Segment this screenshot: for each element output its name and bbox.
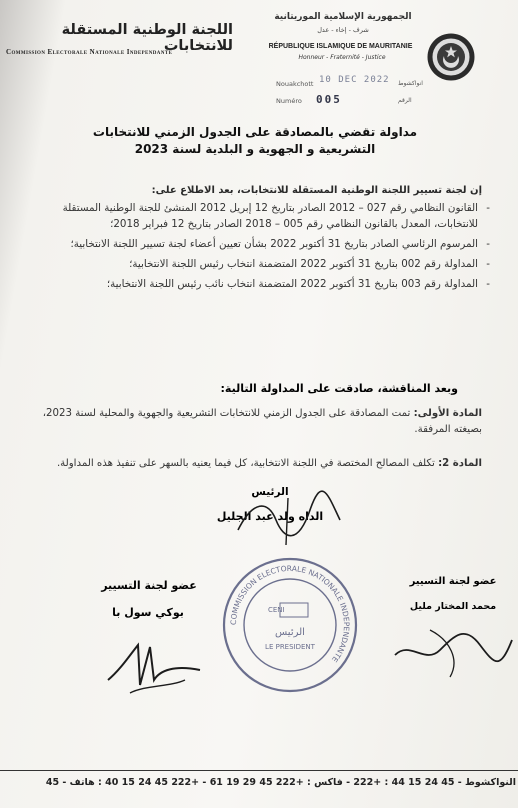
references-list: [20, 200, 492, 296]
president-signature-icon: [228, 490, 348, 550]
republic-name-arabic: الجمهورية الإسلامية الموريتانية: [274, 12, 412, 22]
reference-item: - المرسوم الرئاسي الصادر بتاريخ 31 أكتوبر 2022 بشأن تعيين أعضاء لجنة تسيير اللجنة الانتخابية؛: [20, 236, 478, 252]
number-line: [276, 93, 426, 106]
stamp-center-french: LE PRESIDENT: [265, 643, 315, 651]
reference-item: - القانون النظامي رقم 027 – 2012 الصادر بتاريخ 12 إبريل 2012 المنشئ للجنة الوطنية المستقلة للانتخابات، المعدل بالقانون النظامي رقم 005 – 2018 الصادر بتاريخ 12 فبراير 2018؛: [20, 200, 478, 232]
motto-arabic: شرف - إخاء - عدل: [317, 26, 369, 34]
reference-item: - المداولة رقم 003 بتاريخ 31 أكتوبر 2022 المتضمنة انتخاب نائب رئيس اللجنة الانتخابية؛: [20, 276, 478, 292]
article-1-text: تمت المصادقة على الجدول الزمني للانتخابات التشريعية والجهوية والمحلية لسنة 2023، بصيغته المرفقة.: [42, 408, 482, 435]
reference-item: - المداولة رقم 002 بتاريخ 31 أكتوبر 2022 المتضمنة انتخاب رئيس اللجنة الانتخابية؛: [20, 256, 478, 272]
place-label: Nouakchott: [276, 80, 314, 88]
president-name: الداه ولد عبد الجليل: [216, 510, 324, 523]
place-date-line: [276, 75, 426, 88]
member-right-title: عضو لجنة التسيير: [409, 576, 497, 587]
national-seal-icon: [426, 32, 476, 82]
place-label-arabic: انواكشوط: [398, 80, 423, 87]
commission-name-arabic: اللجنة الوطنية المستقلة للانتخابات: [61, 22, 233, 54]
member-right-name: محمد المختار مليل: [409, 601, 497, 612]
deliberation-intro: وبعد المناقشة، صادقت على المداولة التالية:: [220, 382, 458, 395]
article-2-text: تكلف المصالح المختصة في اللجنة الانتخابية، كل فيما يعنيه بالسهر على تنفيذ هذه المداولة.: [56, 458, 439, 469]
intro-text: إن لجنة تسيير اللجنة الوطنية المستقلة للانتخابات، بعد الاطلاع على:: [151, 185, 482, 196]
title-line-2: التشريعية و الجهوية و البلدية لسنة 2023: [134, 142, 376, 156]
article-2-label: المادة 2:: [438, 458, 482, 469]
member-left-title: عضو لجنة التسيير: [101, 579, 197, 592]
footer-divider: [0, 770, 518, 771]
date-stamp: 10 DEC 2022: [319, 75, 390, 85]
article-1: [20, 406, 482, 438]
footer-contact: النواكشوط - 45 24 15 44 : +222 - فاكس : +222 45 29 19 61 - +222 45 24 15 40 : هاتف - 45: [45, 777, 516, 788]
official-stamp: [220, 555, 360, 695]
member-right-signature-icon: [390, 615, 515, 685]
member-left-signature-icon: [100, 625, 210, 700]
number-label: Numéro: [276, 97, 302, 105]
document-title: [35, 124, 475, 158]
stamp-center-arabic: الرئيس: [275, 627, 305, 638]
title-line-1: مداولة تقضي بالمصادقة على الجدول الزمني للانتخابات: [92, 125, 418, 139]
stamp-ring-text: COMMISSION ELECTORALE NATIONALE INDEPENDANTE: [228, 563, 352, 664]
article-2: [20, 456, 482, 472]
stamp-logo: CENI: [268, 606, 285, 614]
motto-french: Honneur - Fraternité - Justice: [298, 54, 386, 61]
commission-name-french: Commission Electorale Nationale Independante: [6, 48, 173, 56]
number-label-arabic: الرقم: [398, 97, 412, 104]
republic-name-french: RÉPUBLIQUE ISLAMIQUE DE MAURITANIE: [268, 43, 413, 50]
number-value: 005: [316, 93, 342, 106]
article-1-label: المادة الأولى:: [413, 408, 482, 419]
president-title: الرئيس: [251, 486, 289, 498]
member-left-name: بوكي سول با: [112, 606, 184, 619]
